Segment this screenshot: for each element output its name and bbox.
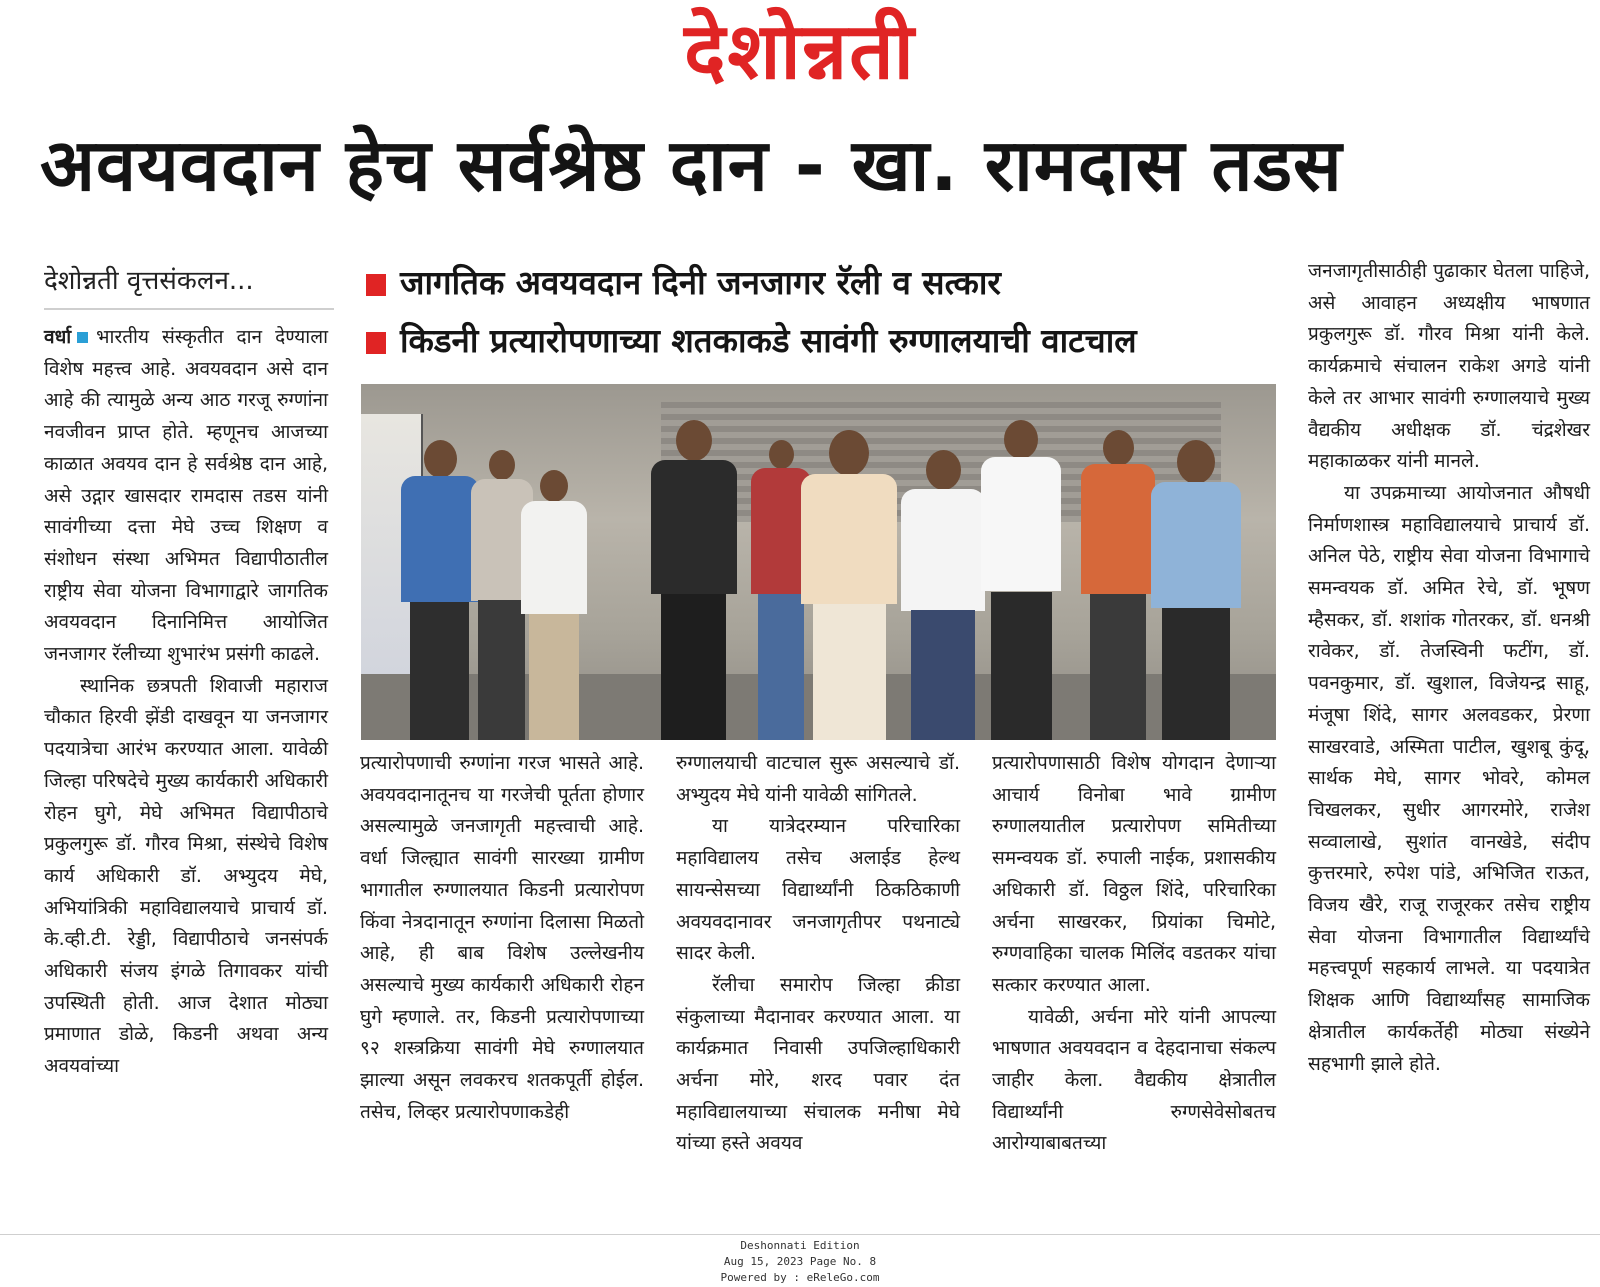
footer-powered-by: Powered by : eReleGo.com xyxy=(720,1271,880,1284)
dateline: वर्धा xyxy=(44,326,72,348)
photo-person xyxy=(901,450,985,740)
article-paragraph: प्रत्यारोपणाची रुग्णांना गरज भासते आहे. अवयवदानातूनच या गरजेची पूर्तता होणार असल्यामुळे जनजागृती महत्त्वाची आहे. वर्धा जिल्ह्यात सावंगी सारख्या ग्रामीण भागातील रुग्णालयात किडनी प्रत्यारोपण किंवा नेत्रदानातून रुग्णांना दिलासा मिळतो आहे, ही बाब विशेष उल्लेखनीय असल्याचे मुख्य कार्यकारी अधिकारी रोहन घुगे म्हणाले. तर, किडनी प्रत्यारोपणाच्या ९२ शस्त्रक्रिया सावंगी मेघे रुग्णालयात झाल्या असून लवकरच शतकपूर्ती होईल. तसेच, लिव्हर प्रत्यारोपणाकडेही xyxy=(360,752,644,1123)
person-torso xyxy=(981,457,1061,591)
article-column-5 xyxy=(1308,256,1590,1080)
subhead-1 xyxy=(366,256,1286,310)
person-legs xyxy=(529,614,579,740)
photo-person xyxy=(801,430,897,740)
person-torso xyxy=(651,460,737,594)
byline: देशोन्नती वृत्तसंकलन... xyxy=(44,260,334,310)
article-column-3 xyxy=(676,748,960,1160)
photo-person xyxy=(981,420,1061,740)
person-legs xyxy=(1162,608,1230,740)
person-head xyxy=(424,440,457,478)
article-paragraph: रॅलीचा समारोप जिल्हा क्रीडा संकुलाच्या मैदानावर करण्यात आला. या कार्यक्रमात निवासी उपजिल्हाधिकारी अर्चना मोरे, शरद पवार दंत महाविद्यालयाच्या संचालक मनीषा मेघे यांच्या हस्ते अवयव xyxy=(676,973,960,1155)
person-head xyxy=(829,430,869,476)
red-square-bullet-icon xyxy=(366,332,386,354)
photo-person xyxy=(651,420,737,740)
article-column-4 xyxy=(992,748,1276,1160)
person-torso xyxy=(401,476,479,602)
dateline-square-icon xyxy=(77,332,88,343)
article-paragraph: यावेळी, अर्चना मोरे यांनी आपल्या भाषणात अवयवदान व देहदानाचा संकल्प जाहीर केला. वैद्यकीय क्षेत्रातील विद्यार्थ्यांनी रुग्णसेवेसोबतच आरोग्याबाबतच्या xyxy=(992,1005,1276,1155)
event-photo xyxy=(361,384,1276,740)
article-paragraph: प्रत्यारोपणासाठी विशेष योगदान देणाऱ्या आचार्य विनोबा भावे ग्रामीण रुग्णालयातील प्रत्यारोपण समितीच्या समन्वयक डॉ. रुपाली नाईक, प्रशासकीय अधिकारी डॉ. विठ्ठल शिंदे, परिचारिका अर्चना साखरकर, प्रियांका चिमोटे, रुग्णवाहिका चालक मिलिंद वडतकर यांचा सत्कार करण्यात आला. xyxy=(992,752,1276,996)
article-paragraph: स्थानिक छत्रपती शिवाजी महाराज चौकात हिरवी झेंडी दाखवून या जनजागर पदयात्रेचा आरंभ करण्यात आला. यावेळी जिल्हा परिषदेचे मुख्य कार्यकारी अधिकारी रोहन घुगे, मेघे अभिमत विद्यापीठाचे प्रकुलगुरू डॉ. गौरव मिश्रा, संस्थेचे विशेष कार्य अधिकारी डॉ. अभ्युदय मेघे, अभियांत्रिकी महाविद्यालयाचे प्राचार्य डॉ. के.व्ही.टी. रेड्डी, विद्यापीठाचे जनसंपर्क अधिकारी संजय इंगळे तिगावकर यांची उपस्थिती होती. आज देशात मोठ्या प्रमाणात डोळे, किडनी अथवा अन्य अवयवांच्या xyxy=(44,674,328,1078)
person-torso xyxy=(901,489,985,611)
footer-edition: Deshonnati Edition xyxy=(740,1239,860,1252)
person-legs xyxy=(911,610,975,740)
photo-person xyxy=(401,440,479,740)
person-head xyxy=(676,420,712,461)
red-square-bullet-icon xyxy=(366,274,386,296)
page-footer xyxy=(0,1234,1600,1287)
footer-date-page: Aug 15, 2023 Page No. 8 xyxy=(723,1255,877,1268)
person-head xyxy=(926,450,961,490)
person-legs xyxy=(758,594,804,740)
person-head xyxy=(489,450,515,480)
person-legs xyxy=(813,604,886,740)
article-paragraph: जनजागृतीसाठीही पुढाकार घेतला पाहिजे, असे आवाहन अध्यक्षीय भाषणात प्रकुलगुरू डॉ. गौरव मिश्रा यांनी केले. कार्यक्रमाचे संचालन राकेश अगडे यांनी केले तर आभार सावंगी रुग्णालयाचे मुख्य वैद्यकीय अधीक्षक डॉ. चंद्रशेखर महाकाळकर यांनी मानले. xyxy=(1308,260,1590,473)
person-head xyxy=(769,440,794,469)
paragraph-text: भारतीय संस्कृतीत दान देण्याला विशेष महत्त्व आहे. अवयवदान असे दान आहे की त्यामुळे अन्य आठ गरजू रुग्णांना नवजीवन प्राप्त होते. म्हणूनच आजच्या काळात अवयव दान हे सर्वश्रेष्ठ दान आहे, असे उद्गार खासदार रामदास तडस यांनी सावंगीच्या दत्ता मेघे उच्च शिक्षण व संशोधन संस्था अभिमत विद्यापीठातील राष्ट्रीय सेवा योजना विभागाद्वारे जागतिक अवयवदान दिनानिमित्त आयोजित जनजागर रॅलीच्या शुभारंभ प्रसंगी काढले. xyxy=(44,326,328,666)
person-legs xyxy=(478,600,525,740)
main-headline: अवयवदान हेच सर्वश्रेष्ठ दान - खा. रामदास तडस xyxy=(40,123,1343,207)
person-legs xyxy=(1090,594,1146,740)
article-column-1 xyxy=(44,322,328,1083)
person-torso xyxy=(1151,482,1241,608)
article-paragraph: या यात्रेदरम्यान परिचारिका महाविद्यालय तसेच अलाईड हेल्थ सायन्सेसच्या विद्यार्थ्यांनी ठिकठिकाणी अवयवदानावर जनजागृतीपर पथनाट्ये सादर केली. xyxy=(676,815,960,965)
person-legs xyxy=(991,592,1052,740)
person-legs xyxy=(410,602,469,740)
person-legs xyxy=(661,594,726,740)
masthead-title: देशोन्नती xyxy=(684,7,916,97)
person-head xyxy=(1004,420,1038,459)
person-torso xyxy=(521,501,587,614)
article-paragraph: या उपक्रमाच्या आयोजनात औषधी निर्माणशास्त्र महाविद्यालयाचे प्राचार्य डॉ. अनिल पेठे, राष्ट्रीय सेवा योजना विभागाचे समन्वयक डॉ. अमित रेचे, डॉ. भूषण म्हैसकर, डॉ. शशांक गोतरकर, डॉ. धनश्री रावेकर, डॉ. तेजस्विनी फटींग, डॉ. पवनकुमार, डॉ. खुशाल, विजेयन्द्र साहू, मंजूषा शिंदे, सागर अलवडकर, प्रेरणा साखरवाडे, अस्मिता पाटील, खुशबू कुंदू, सार्थक मेघे, सागर भोवरे, कोमल चिखलकर, सुधीर आगरमोरे, राजेश सव्वालाखे, सुशांत वानखेडे, संदीप कुत्तरमारे, रुपेश पांडे, अभिजित राऊत, विजय खैरे, राजू राजूरकर तसेच राष्ट्रीय सेवा योजना विभागातील विद्यार्थ्यांचे महत्त्वपूर्ण सहकार्य लाभले. या पदयात्रेत शिक्षक आणि विद्यार्थ्यांसह सामाजिक क्षेत्रातील कार्यकर्तेही मोठ्या संख्येने सहभागी झाले होते. xyxy=(1308,481,1590,1075)
subhead-2-text: किडनी प्रत्यारोपणाच्या शतकाकडे सावंगी रुग्णालयाची वाटचाल xyxy=(400,321,1137,360)
article-paragraph xyxy=(44,322,328,671)
article-paragraph: रुग्णालयाची वाटचाल सुरू असल्याचे डॉ. अभ्युदय मेघे यांनी यावेळी सांगितले. xyxy=(676,752,960,806)
person-torso xyxy=(1081,464,1155,594)
photo-person xyxy=(1081,430,1155,740)
person-head xyxy=(1103,430,1134,466)
person-head xyxy=(540,470,568,502)
photo-person xyxy=(1151,440,1241,740)
person-torso xyxy=(801,474,897,604)
subhead-2 xyxy=(366,314,1286,368)
newspaper-masthead xyxy=(0,4,1600,100)
article-column-2 xyxy=(360,748,644,1128)
person-head xyxy=(1177,440,1215,484)
photo-person xyxy=(521,470,587,740)
subhead-1-text: जागतिक अवयवदान दिनी जनजागर रॅली व सत्कार xyxy=(400,263,1001,302)
